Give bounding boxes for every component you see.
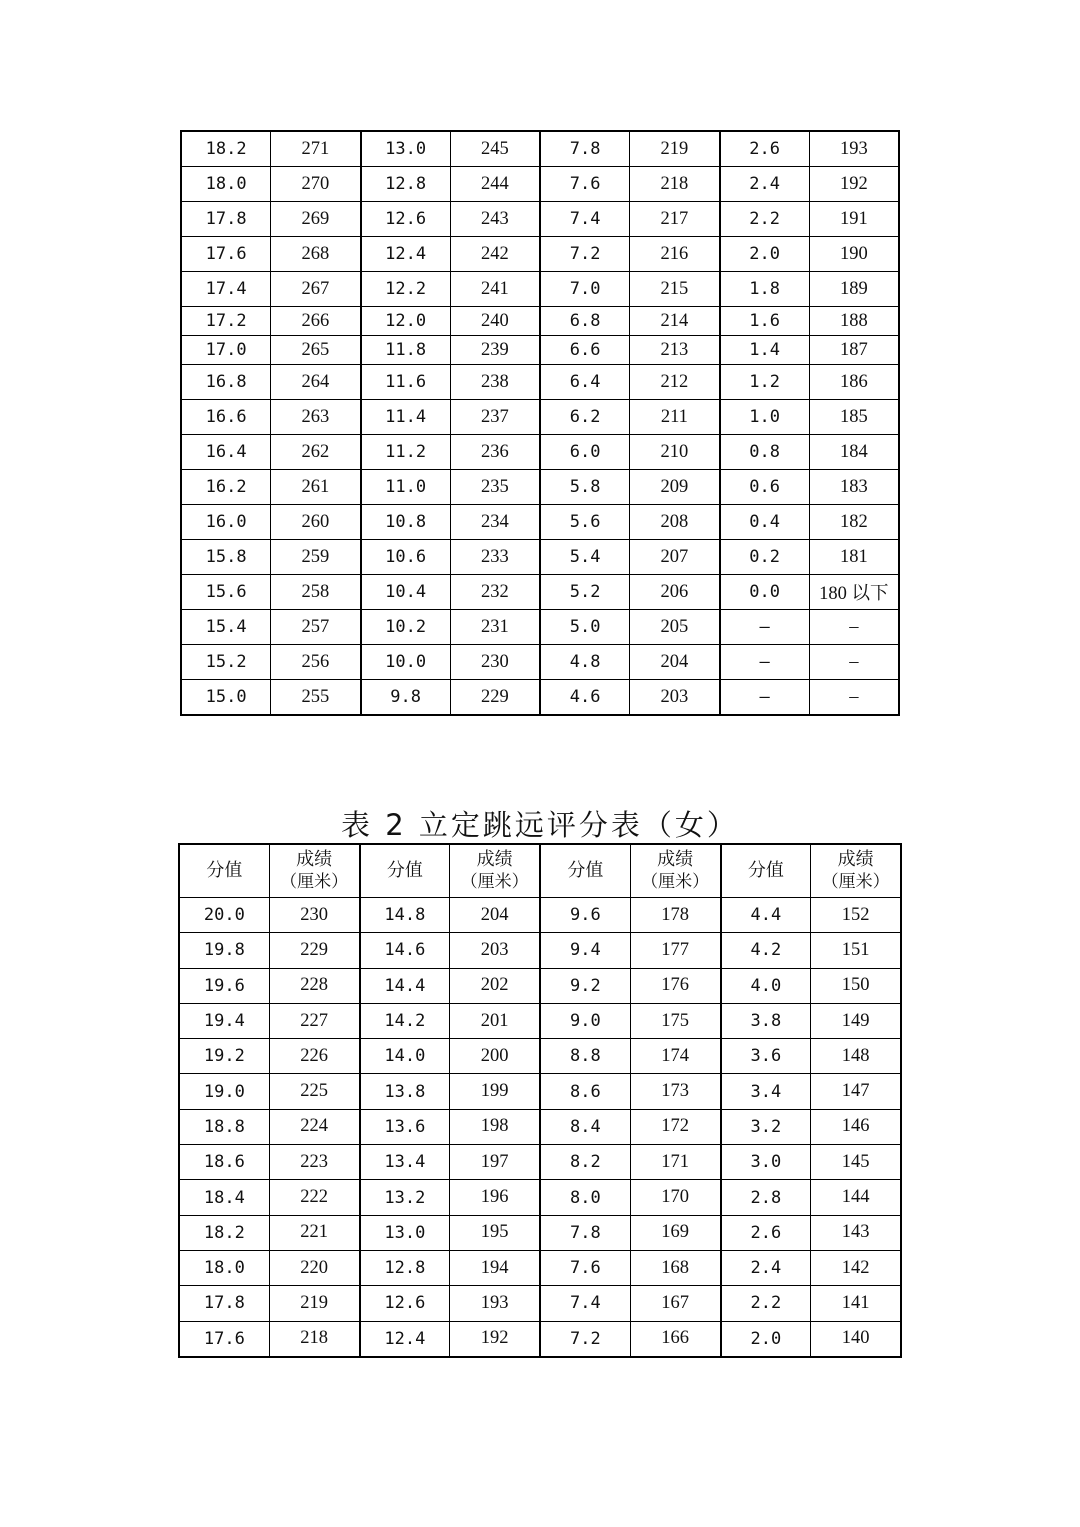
result-cell: 270 bbox=[271, 167, 361, 202]
score-cell: 7.8 bbox=[540, 1215, 630, 1250]
score-cell: 14.6 bbox=[360, 933, 450, 968]
result-cell: 228 bbox=[269, 968, 359, 1003]
score-cell: 5.8 bbox=[540, 470, 630, 505]
score-cell: 11.0 bbox=[361, 470, 451, 505]
score-cell: 3.6 bbox=[721, 1039, 811, 1074]
score-cell: 8.8 bbox=[540, 1039, 630, 1074]
result-cell: 188 bbox=[809, 307, 899, 336]
table-row bbox=[179, 1003, 901, 1038]
score-cell: 9.4 bbox=[540, 933, 630, 968]
score-cell: 6.8 bbox=[540, 307, 630, 336]
result-cell: 202 bbox=[450, 968, 540, 1003]
score-cell: 15.6 bbox=[181, 575, 271, 610]
score-cell: 12.8 bbox=[360, 1250, 450, 1285]
result-cell: 255 bbox=[271, 680, 361, 716]
result-cell: 170 bbox=[630, 1180, 720, 1215]
score-cell: 6.2 bbox=[540, 400, 630, 435]
score-cell: 15.4 bbox=[181, 610, 271, 645]
score-cell: 5.6 bbox=[540, 505, 630, 540]
table2-title: 表 2 立定跳远评分表（女） bbox=[341, 808, 739, 842]
result-cell: 176 bbox=[630, 968, 720, 1003]
result-cell: 217 bbox=[630, 202, 720, 237]
score-cell: 0.6 bbox=[720, 470, 810, 505]
score-cell: 12.2 bbox=[361, 272, 451, 307]
table-row bbox=[181, 435, 899, 470]
score-cell: 16.0 bbox=[181, 505, 271, 540]
result-cell: 200 bbox=[450, 1039, 540, 1074]
score-cell: 10.4 bbox=[361, 575, 451, 610]
result-cell: 230 bbox=[450, 645, 540, 680]
score-cell: 12.8 bbox=[361, 167, 451, 202]
result-cell: 233 bbox=[450, 540, 540, 575]
result-cell: 166 bbox=[630, 1321, 720, 1357]
result-cell: 263 bbox=[271, 400, 361, 435]
result-cell: 262 bbox=[271, 435, 361, 470]
result-cell: 211 bbox=[630, 400, 720, 435]
score-table-continued bbox=[180, 130, 900, 716]
score-cell: 9.0 bbox=[540, 1003, 630, 1038]
result-cell: 175 bbox=[630, 1003, 720, 1038]
score-cell: 2.4 bbox=[720, 167, 810, 202]
result-cell: 267 bbox=[271, 272, 361, 307]
result-cell: 213 bbox=[630, 336, 720, 365]
score-cell: 3.0 bbox=[721, 1145, 811, 1180]
score-cell: 19.2 bbox=[179, 1039, 269, 1074]
result-cell: 264 bbox=[271, 365, 361, 400]
score-cell: 9.2 bbox=[540, 968, 630, 1003]
table-row bbox=[181, 307, 899, 336]
table-row bbox=[181, 505, 899, 540]
score-cell: 4.2 bbox=[721, 933, 811, 968]
result-cell: 214 bbox=[630, 307, 720, 336]
score-cell: 7.0 bbox=[540, 272, 630, 307]
header-result: 成绩 （厘米） bbox=[269, 844, 359, 898]
table-row bbox=[181, 167, 899, 202]
score-cell: 17.4 bbox=[181, 272, 271, 307]
result-cell: 177 bbox=[630, 933, 720, 968]
score-cell: 12.6 bbox=[360, 1286, 450, 1321]
score-cell: 2.0 bbox=[721, 1321, 811, 1357]
result-cell: 151 bbox=[811, 933, 901, 968]
table-row bbox=[181, 470, 899, 505]
result-cell: 187 bbox=[809, 336, 899, 365]
score-cell: 13.8 bbox=[360, 1074, 450, 1109]
table-row bbox=[181, 336, 899, 365]
score-cell: 2.2 bbox=[721, 1286, 811, 1321]
score-cell: 1.6 bbox=[720, 307, 810, 336]
result-cell: 215 bbox=[630, 272, 720, 307]
score-cell: 9.6 bbox=[540, 898, 630, 933]
score-cell: 14.8 bbox=[360, 898, 450, 933]
score-cell: 6.0 bbox=[540, 435, 630, 470]
score-cell: 0.0 bbox=[720, 575, 810, 610]
header-score: 分值 bbox=[721, 844, 811, 898]
result-cell: 258 bbox=[271, 575, 361, 610]
result-cell: 150 bbox=[811, 968, 901, 1003]
result-cell: 178 bbox=[630, 898, 720, 933]
result-cell: 235 bbox=[450, 470, 540, 505]
result-cell: 240 bbox=[450, 307, 540, 336]
result-cell: 219 bbox=[269, 1286, 359, 1321]
table-row bbox=[179, 968, 901, 1003]
result-cell: 199 bbox=[450, 1074, 540, 1109]
score-cell: 17.6 bbox=[179, 1321, 269, 1357]
score-cell: 12.4 bbox=[361, 237, 451, 272]
result-cell: 229 bbox=[269, 933, 359, 968]
result-cell: 186 bbox=[809, 365, 899, 400]
result-cell: 174 bbox=[630, 1039, 720, 1074]
result-cell: 271 bbox=[271, 131, 361, 167]
score-cell: 18.2 bbox=[181, 131, 271, 167]
result-cell: 242 bbox=[450, 237, 540, 272]
table-row bbox=[181, 575, 899, 610]
score-cell: – bbox=[720, 645, 810, 680]
result-cell: 198 bbox=[450, 1109, 540, 1144]
table-row bbox=[181, 237, 899, 272]
score-cell: 7.8 bbox=[540, 131, 630, 167]
result-cell: 223 bbox=[269, 1145, 359, 1180]
result-cell: 209 bbox=[630, 470, 720, 505]
score-cell: 1.4 bbox=[720, 336, 810, 365]
result-cell: 218 bbox=[269, 1321, 359, 1357]
result-cell: 230 bbox=[269, 898, 359, 933]
result-cell: 147 bbox=[811, 1074, 901, 1109]
result-cell: 197 bbox=[450, 1145, 540, 1180]
table-row bbox=[179, 1109, 901, 1144]
table-row bbox=[179, 1180, 901, 1215]
score-cell: 13.0 bbox=[361, 131, 451, 167]
score-cell: 8.4 bbox=[540, 1109, 630, 1144]
result-cell: 168 bbox=[630, 1250, 720, 1285]
result-cell: 196 bbox=[450, 1180, 540, 1215]
table-row bbox=[179, 898, 901, 933]
score-cell: 15.0 bbox=[181, 680, 271, 716]
score-cell: 3.8 bbox=[721, 1003, 811, 1038]
table-row bbox=[181, 202, 899, 237]
result-cell: 203 bbox=[630, 680, 720, 716]
score-cell: 19.8 bbox=[179, 933, 269, 968]
score-cell: 11.8 bbox=[361, 336, 451, 365]
score-cell: 17.8 bbox=[181, 202, 271, 237]
score-cell: 20.0 bbox=[179, 898, 269, 933]
score-cell: 13.6 bbox=[360, 1109, 450, 1144]
score-cell: 18.0 bbox=[181, 167, 271, 202]
score-cell: 13.4 bbox=[360, 1145, 450, 1180]
result-cell: 142 bbox=[811, 1250, 901, 1285]
score-cell: 16.2 bbox=[181, 470, 271, 505]
score-cell: 13.2 bbox=[360, 1180, 450, 1215]
header-result: 成绩 （厘米） bbox=[630, 844, 720, 898]
score-cell: 15.8 bbox=[181, 540, 271, 575]
result-cell: 191 bbox=[809, 202, 899, 237]
result-cell: 219 bbox=[630, 131, 720, 167]
result-cell: 167 bbox=[630, 1286, 720, 1321]
result-cell: 238 bbox=[450, 365, 540, 400]
score-cell: 7.4 bbox=[540, 202, 630, 237]
result-cell: 141 bbox=[811, 1286, 901, 1321]
score-cell: 10.8 bbox=[361, 505, 451, 540]
score-cell: 8.6 bbox=[540, 1074, 630, 1109]
score-cell: 6.4 bbox=[540, 365, 630, 400]
table-row bbox=[181, 400, 899, 435]
result-cell: 225 bbox=[269, 1074, 359, 1109]
score-cell: 16.6 bbox=[181, 400, 271, 435]
score-cell: 2.2 bbox=[720, 202, 810, 237]
result-cell: 260 bbox=[271, 505, 361, 540]
result-cell: 183 bbox=[809, 470, 899, 505]
score-cell: 7.6 bbox=[540, 1250, 630, 1285]
result-cell: 189 bbox=[809, 272, 899, 307]
result-cell: 190 bbox=[809, 237, 899, 272]
score-cell: 0.8 bbox=[720, 435, 810, 470]
score-cell: 13.0 bbox=[360, 1215, 450, 1250]
result-cell: 182 bbox=[809, 505, 899, 540]
header-result: 成绩 （厘米） bbox=[811, 844, 901, 898]
score-cell: 8.0 bbox=[540, 1180, 630, 1215]
result-cell: 144 bbox=[811, 1180, 901, 1215]
result-cell: 146 bbox=[811, 1109, 901, 1144]
score-cell: 3.4 bbox=[721, 1074, 811, 1109]
score-cell: 2.4 bbox=[721, 1250, 811, 1285]
score-cell: 18.8 bbox=[179, 1109, 269, 1144]
score-cell: 18.0 bbox=[179, 1250, 269, 1285]
result-cell: 169 bbox=[630, 1215, 720, 1250]
score-cell: 12.0 bbox=[361, 307, 451, 336]
score-cell: 10.2 bbox=[361, 610, 451, 645]
result-cell: 195 bbox=[450, 1215, 540, 1250]
result-cell: 203 bbox=[450, 933, 540, 968]
result-cell: 224 bbox=[269, 1109, 359, 1144]
score-cell: 4.4 bbox=[721, 898, 811, 933]
score-cell: 7.2 bbox=[540, 1321, 630, 1357]
result-cell: 210 bbox=[630, 435, 720, 470]
result-cell: 149 bbox=[811, 1003, 901, 1038]
score-cell: 11.6 bbox=[361, 365, 451, 400]
score-cell: 5.0 bbox=[540, 610, 630, 645]
result-cell: 206 bbox=[630, 575, 720, 610]
score-cell: 14.4 bbox=[360, 968, 450, 1003]
score-cell: 18.4 bbox=[179, 1180, 269, 1215]
result-cell: 172 bbox=[630, 1109, 720, 1144]
result-cell: 185 bbox=[809, 400, 899, 435]
result-cell: 256 bbox=[271, 645, 361, 680]
table-row bbox=[179, 1074, 901, 1109]
result-cell: 193 bbox=[809, 131, 899, 167]
header-score: 分值 bbox=[179, 844, 269, 898]
score-cell: 2.0 bbox=[720, 237, 810, 272]
score-cell: 10.0 bbox=[361, 645, 451, 680]
score-cell: 7.4 bbox=[540, 1286, 630, 1321]
result-cell: 152 bbox=[811, 898, 901, 933]
result-cell: 140 bbox=[811, 1321, 901, 1357]
table-row bbox=[181, 680, 899, 716]
score-cell: 9.8 bbox=[361, 680, 451, 716]
header-result: 成绩 （厘米） bbox=[450, 844, 540, 898]
result-cell: 232 bbox=[450, 575, 540, 610]
score-cell: 0.2 bbox=[720, 540, 810, 575]
result-cell: 245 bbox=[450, 131, 540, 167]
score-cell: 17.2 bbox=[181, 307, 271, 336]
result-cell: 221 bbox=[269, 1215, 359, 1250]
score-cell: 14.2 bbox=[360, 1003, 450, 1038]
result-cell: 171 bbox=[630, 1145, 720, 1180]
result-cell: 201 bbox=[450, 1003, 540, 1038]
standing-long-jump-female-table bbox=[178, 843, 902, 1358]
result-cell: 204 bbox=[450, 898, 540, 933]
table-row bbox=[179, 1286, 901, 1321]
result-cell: 207 bbox=[630, 540, 720, 575]
score-cell: 4.6 bbox=[540, 680, 630, 716]
result-cell: 204 bbox=[630, 645, 720, 680]
result-cell: 192 bbox=[809, 167, 899, 202]
result-cell: 239 bbox=[450, 336, 540, 365]
score-cell: 17.6 bbox=[181, 237, 271, 272]
score-cell: 15.2 bbox=[181, 645, 271, 680]
score-cell: 12.6 bbox=[361, 202, 451, 237]
table-header-row bbox=[179, 844, 901, 898]
result-cell: 241 bbox=[450, 272, 540, 307]
result-cell: 173 bbox=[630, 1074, 720, 1109]
result-cell: 181 bbox=[809, 540, 899, 575]
score-cell: 1.0 bbox=[720, 400, 810, 435]
result-cell: 265 bbox=[271, 336, 361, 365]
result-cell: 226 bbox=[269, 1039, 359, 1074]
result-cell: 266 bbox=[271, 307, 361, 336]
result-cell: 143 bbox=[811, 1215, 901, 1250]
table-row bbox=[179, 933, 901, 968]
score-cell: 18.6 bbox=[179, 1145, 269, 1180]
result-cell: 208 bbox=[630, 505, 720, 540]
result-cell: 257 bbox=[271, 610, 361, 645]
table-row bbox=[179, 1039, 901, 1074]
score-cell: 17.0 bbox=[181, 336, 271, 365]
score-cell: 8.2 bbox=[540, 1145, 630, 1180]
score-cell: 19.4 bbox=[179, 1003, 269, 1038]
result-cell: 180 以下 bbox=[809, 575, 899, 610]
result-cell: 212 bbox=[630, 365, 720, 400]
score-cell: 5.4 bbox=[540, 540, 630, 575]
score-cell: 7.6 bbox=[540, 167, 630, 202]
result-cell: 148 bbox=[811, 1039, 901, 1074]
score-cell: 1.8 bbox=[720, 272, 810, 307]
score-cell: 3.2 bbox=[721, 1109, 811, 1144]
result-cell: – bbox=[809, 680, 899, 716]
score-cell: 16.4 bbox=[181, 435, 271, 470]
table-row bbox=[181, 645, 899, 680]
score-cell: 7.2 bbox=[540, 237, 630, 272]
score-cell: 17.8 bbox=[179, 1286, 269, 1321]
score-cell: 5.2 bbox=[540, 575, 630, 610]
score-cell: – bbox=[720, 610, 810, 645]
result-cell: 222 bbox=[269, 1180, 359, 1215]
result-cell: 216 bbox=[630, 237, 720, 272]
table-row bbox=[179, 1321, 901, 1357]
score-cell: 10.6 bbox=[361, 540, 451, 575]
result-cell: 259 bbox=[271, 540, 361, 575]
result-cell: 205 bbox=[630, 610, 720, 645]
result-cell: – bbox=[809, 645, 899, 680]
score-cell: 16.8 bbox=[181, 365, 271, 400]
result-cell: 218 bbox=[630, 167, 720, 202]
score-cell: 6.6 bbox=[540, 336, 630, 365]
result-cell: 236 bbox=[450, 435, 540, 470]
table-row bbox=[179, 1215, 901, 1250]
score-cell: 19.6 bbox=[179, 968, 269, 1003]
score-cell: 18.2 bbox=[179, 1215, 269, 1250]
result-cell: 192 bbox=[450, 1321, 540, 1357]
result-cell: – bbox=[809, 610, 899, 645]
result-cell: 243 bbox=[450, 202, 540, 237]
score-cell: – bbox=[720, 680, 810, 716]
table-row bbox=[181, 365, 899, 400]
result-cell: 244 bbox=[450, 167, 540, 202]
result-cell: 237 bbox=[450, 400, 540, 435]
table-row bbox=[179, 1145, 901, 1180]
result-cell: 231 bbox=[450, 610, 540, 645]
header-score: 分值 bbox=[540, 844, 630, 898]
table-row bbox=[181, 131, 899, 167]
score-cell: 2.8 bbox=[721, 1180, 811, 1215]
header-score: 分值 bbox=[360, 844, 450, 898]
score-cell: 12.4 bbox=[360, 1321, 450, 1357]
table-row bbox=[181, 540, 899, 575]
result-cell: 194 bbox=[450, 1250, 540, 1285]
score-cell: 4.8 bbox=[540, 645, 630, 680]
result-cell: 234 bbox=[450, 505, 540, 540]
score-cell: 0.4 bbox=[720, 505, 810, 540]
table-row bbox=[179, 1250, 901, 1285]
score-cell: 2.6 bbox=[721, 1215, 811, 1250]
score-cell: 11.4 bbox=[361, 400, 451, 435]
result-cell: 268 bbox=[271, 237, 361, 272]
result-cell: 269 bbox=[271, 202, 361, 237]
result-cell: 184 bbox=[809, 435, 899, 470]
score-cell: 19.0 bbox=[179, 1074, 269, 1109]
score-cell: 2.6 bbox=[720, 131, 810, 167]
score-cell: 4.0 bbox=[721, 968, 811, 1003]
score-cell: 14.0 bbox=[360, 1039, 450, 1074]
result-cell: 227 bbox=[269, 1003, 359, 1038]
result-cell: 193 bbox=[450, 1286, 540, 1321]
result-cell: 145 bbox=[811, 1145, 901, 1180]
table-row bbox=[181, 272, 899, 307]
result-cell: 220 bbox=[269, 1250, 359, 1285]
score-cell: 1.2 bbox=[720, 365, 810, 400]
score-cell: 11.2 bbox=[361, 435, 451, 470]
table-row bbox=[181, 610, 899, 645]
result-cell: 229 bbox=[450, 680, 540, 716]
result-cell: 261 bbox=[271, 470, 361, 505]
